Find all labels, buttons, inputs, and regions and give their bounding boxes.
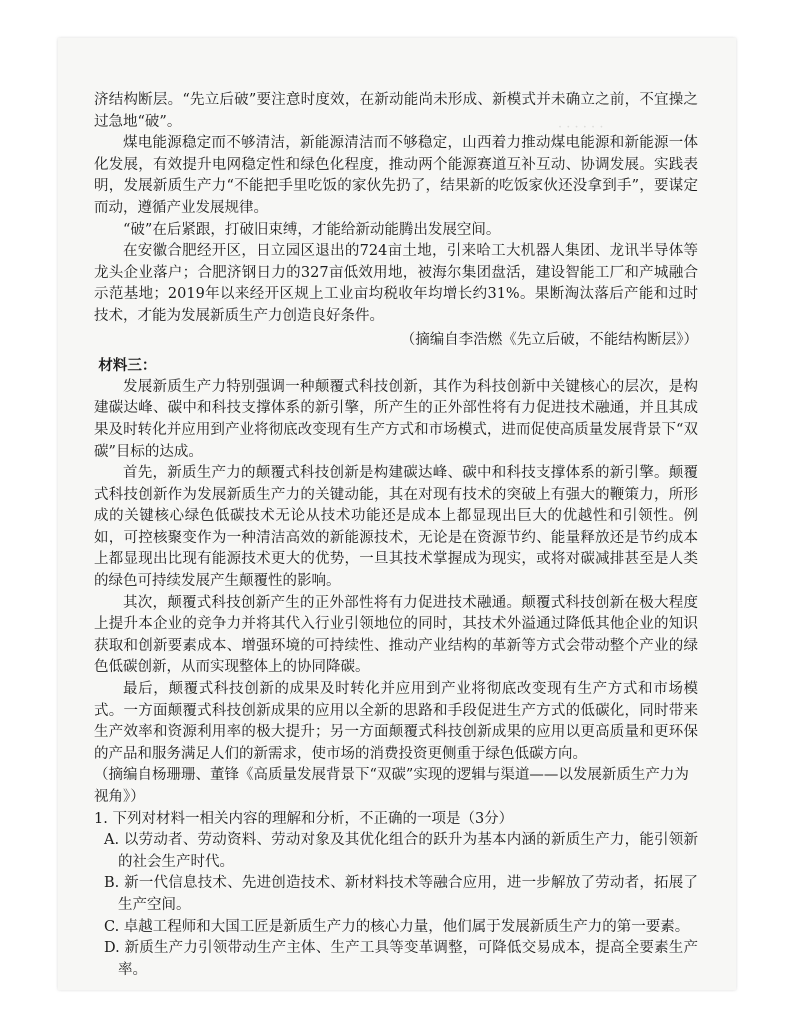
material2-continuation: 济结构断层。“先立后破”要注意时度效，在新动能尚未形成、新模式并未确立之前，不宜操之过急地“破”。 <box>94 92 698 130</box>
material2-paragraph-break: “破”在后紧跟，打破旧束缚，才能给新动能腾出发展空间。 <box>123 221 501 238</box>
question-1-stem: 1. 下列对材料一相关内容的理解和分析，不正确的一项是（3分） <box>94 810 514 827</box>
question-1-option-d: D. 新质生产力引领带动生产主体、生产工具等变革调整，可降低交易成本，提高全要素生产率。 <box>104 940 698 978</box>
material3-paragraph-intro: 发展新质生产力特别强调一种颠覆式科技创新，其作为科技创新中关键核心的层次，是构建碳达峰、碳中和科技支撑体系的新引擎，所产生的正外部性将有力促进技术融通，并且其成果及时转化并应用到产业将彻底改变现有生产方式和市场模式，进而促使高质量发展背景下“双碳”目标的达成。 <box>94 378 698 460</box>
question-1-option-a: A. 以劳动者、劳动资料、劳动对象及其优化组合的跃升为基本内涵的新质生产力，能引领新的社会生产时代。 <box>104 832 698 870</box>
material3-source: （摘编自杨珊珊、董锋《高质量发展背景下“双碳”实现的逻辑与渠道——以发展新质生产力为视角》） <box>94 767 689 805</box>
question-1-option-c: C. 卓越工程师和大国工匠是新质生产力的核心力量，他们属于发展新质生产力的第一要素。 <box>104 918 690 935</box>
question-1-option-b: B. 新一代信息技术、先进创造技术、新材料技术等融合应用，进一步解放了劳动者，拓展了生产空间。 <box>104 875 698 913</box>
document-body <box>94 90 698 981</box>
document-page <box>58 38 736 990</box>
material3-paragraph-last: 最后，颠覆式科技创新的成果及时转化并应用到产业将彻底改变现有生产方式和市场模式。一方面颠覆式科技创新成果的应用以全新的思路和手段促进生产方式的低碳化，同时带来生产效率和资源利用率的极大提升；另一方面颠覆式科技创新成果的应用以更高质量和更环保的产品和服务满足人们的新需求，使市场的消费投资更侧重于绿色低碳方向。 <box>94 681 698 762</box>
material3-paragraph-first: 首先，新质生产力的颠覆式科技创新是构建碳达峰、碳中和科技支撑体系的新引擎。颠覆式科技创新作为发展新质生产力的关键动能，其在对现有技术的突破上有强大的鞭策力，所形成的关键核心绿色低碳技术无论从技术功能还是成本上都显现出巨大的优越性和引领性。例如，可控核聚变作为一种清洁高效的新能源技术，无论是在资源节约、能量释放还是节约成本上都显现出比现有能源技术更大的优势，一旦其技术掌握成为现实，或将对碳减排甚至是人类的绿色可持续发展产生颠覆性的影响。 <box>94 465 698 590</box>
material2-source: （摘编自李浩燃《先立后破，不能结构断层》） <box>400 331 698 348</box>
material3-heading: 材料三： <box>98 357 157 375</box>
material2-paragraph-energy: 煤电能源稳定而不够清洁，新能源清洁而不够稳定，山西着力推动煤电能源和新能源一体化发展，有效提升电网稳定性和绿色化程度，推动两个能源赛道互补互动、协调发展。实践表明，发展新质生产力“不能把手里吃饭的家伙先扔了，结果新的吃饭家伙还没拿到手”，要谋定而动，遵循产业发展规律。 <box>94 135 698 216</box>
material3-paragraph-second: 其次，颠覆式科技创新产生的正外部性将有力促进技术融通。颠覆式科技创新在极大程度上提升本企业的竞争力并将其代入行业引领地位的同时，其技术外溢通过降低其他企业的知识获取和创新要素成本、增强环境的可持续性、推动产业结构的革新等方式会带动整个产业的绿色低碳创新，从而实现整体上的协同降碳。 <box>94 594 698 676</box>
material2-paragraph-hefei: 在安徽合肥经开区，日立园区退出的724亩土地，引来哈工大机器人集团、龙讯半导体等龙头企业落户；合肥济钢日力的327亩低效用地，被海尔集团盘活，建设智能工厂和产城融合示范基地；2019年以来经开区规上工业亩均税收年均增长约31%。果断淘汰落后产能和过时技术，才能为发展新质生产力创造良好条件。 <box>94 243 698 324</box>
bleed-through-text: · · · · · · <box>558 120 604 135</box>
